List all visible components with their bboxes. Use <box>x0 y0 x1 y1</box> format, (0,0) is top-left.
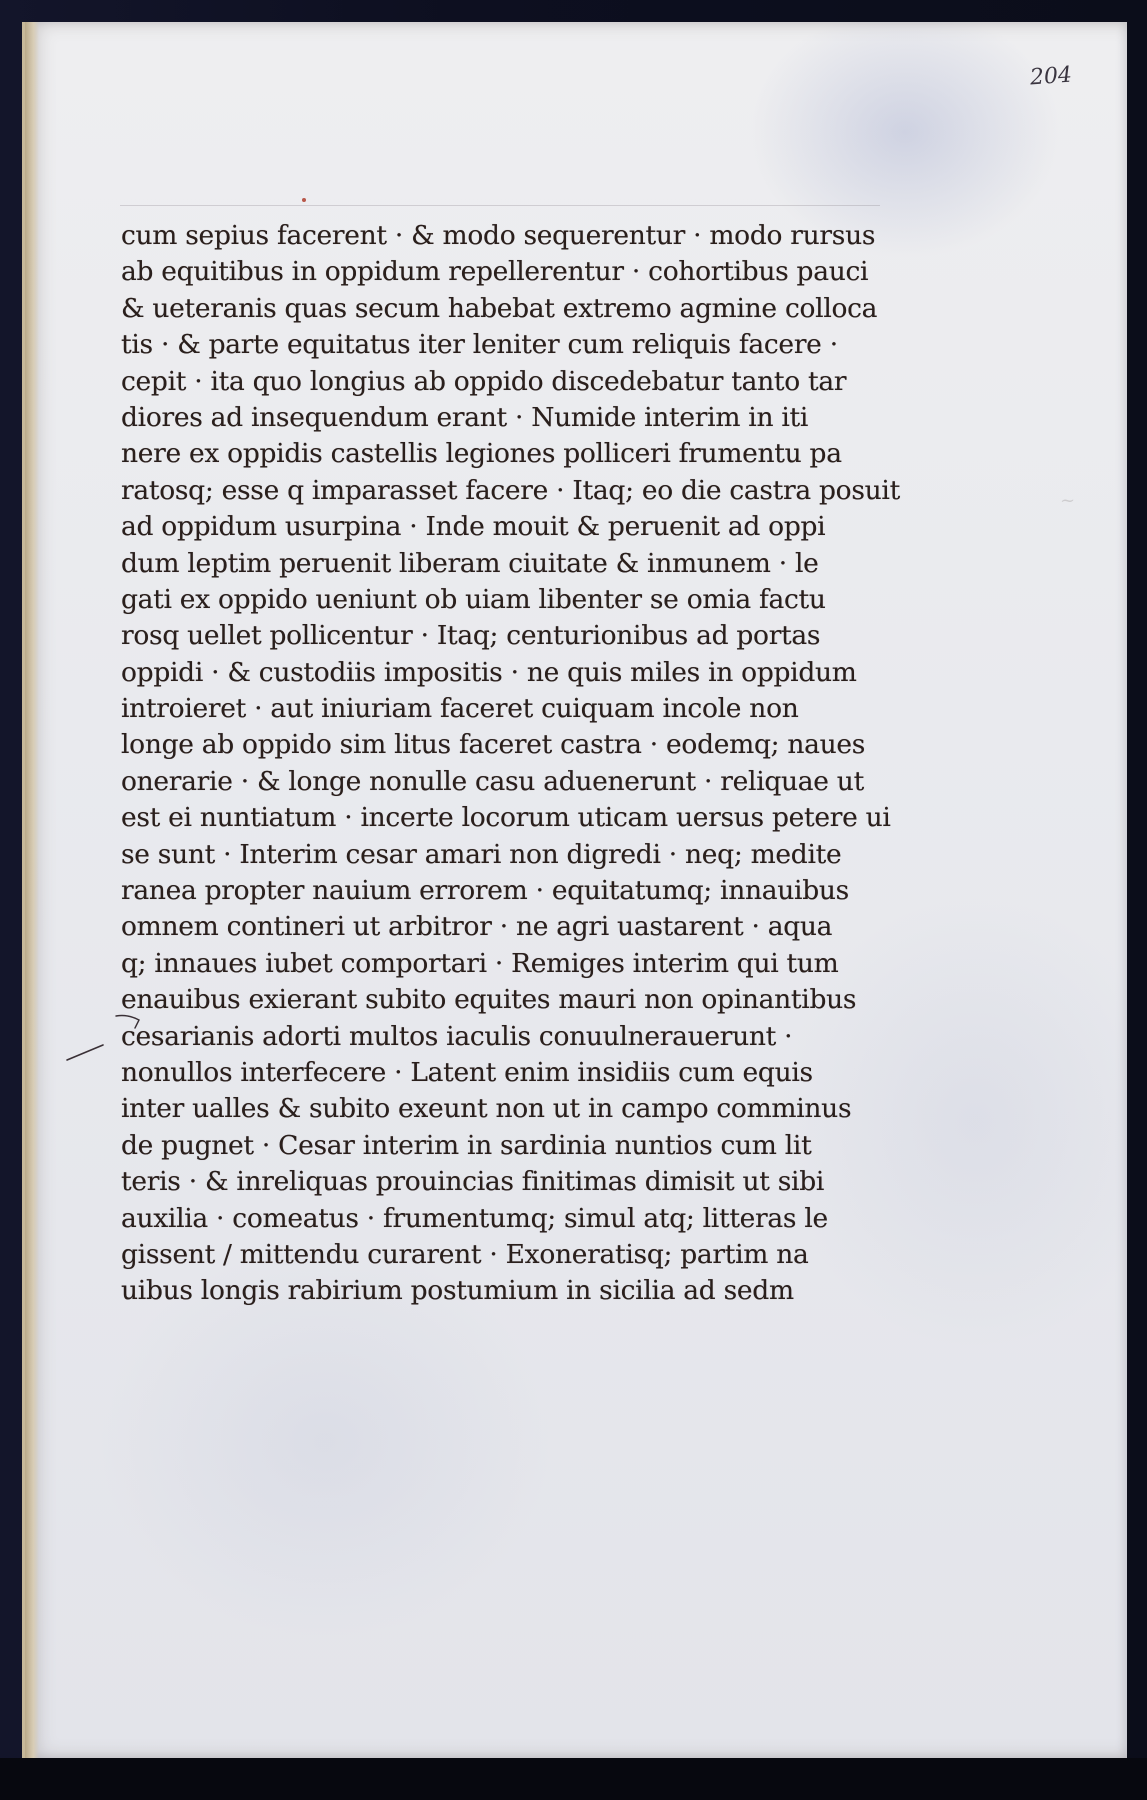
text-line-28: auxilia · comeatus · frumentumq; simul atq; litteras le <box>121 1202 828 1234</box>
text-line-22: enauibus exierant subito equites mauri non opinantibus <box>121 984 857 1016</box>
text-line-14: introieret · aut iniuriam faceret cuiquam incole non <box>121 693 799 725</box>
text-line-21: q; innaues iubet comportari · Remiges interim qui tum <box>121 947 839 979</box>
text-line-17: est ei nuntiatum · incerte locorum uticam uersus petere ui <box>121 802 891 834</box>
manuscript-page <box>22 22 1127 1758</box>
text-line-4: tis · & parte equitatus iter leniter cum reliquis facere · <box>121 329 838 361</box>
text-line-29: gissent / mittendu curarent · Exoneratisq; partim na <box>121 1238 809 1270</box>
text-line-5: cepit · ita quo longius ab oppido discedebatur tanto tar <box>121 365 847 397</box>
text-line-12: rosq uellet pollicentur · Itaq; centurionibus ad portas <box>121 620 821 652</box>
text-line-9: ad oppidum usurpina · Inde mouit & peruenit ad oppi <box>121 511 826 543</box>
text-line-10: dum leptim peruenit liberam ciuitate & inmunem · le <box>121 547 819 579</box>
text-line-26: de pugnet · Cesar interim in sardinia nuntios cum lit <box>121 1129 812 1161</box>
text-line-2: ab equitibus in oppidum repellerentur · cohortibus pauci <box>121 256 869 288</box>
text-line-13: oppidi · & custodiis impositis · ne quis miles in oppidum <box>121 656 857 688</box>
text-line-16: onerarie · & longe nonulle casu aduenerunt · reliquae ut <box>121 765 864 797</box>
text-line-8: ratosq; esse q imparasset facere · Itaq; eo die castra posuit <box>121 474 900 506</box>
text-line-1: cum sepius facerent · & modo sequerentur · modo rursus <box>121 220 876 251</box>
text-line-7: nere ex oppidis castellis legiones polliceri frumentu pa <box>121 438 842 470</box>
text-line-30: uibus longis rabirium postumium in sicilia ad sedm <box>121 1275 794 1307</box>
text-line-20: omnem contineri ut arbitror · ne agri uastarent · aqua <box>121 911 833 943</box>
text-line-15: longe ab oppido sim litus faceret castra · eodemq; naues <box>121 729 866 761</box>
text-line-27: teris · & inreliquas prouincias finitimas dimisit ut sibi <box>121 1166 825 1198</box>
text-line-23: cesarianis adorti multos iaculis conuulnerauerunt · <box>121 1020 793 1052</box>
bottom-dark-strip <box>0 1758 1147 1800</box>
rubric-dot <box>302 198 306 202</box>
show-through-ink: ~ <box>1060 490 1076 511</box>
text-line-19: ranea propter nauium errorem · equitatumq; innauibus <box>121 875 849 907</box>
text-line-24: nonullos interfecere · Latent enim insidiis cum equis <box>121 1056 813 1088</box>
margin-stroke-icon <box>63 1042 107 1062</box>
text-line-3: & ueteranis quas secum habebat extremo agmine colloca <box>121 292 878 324</box>
text-line-6: diores ad insequendum erant · Numide interim in iti <box>121 401 809 433</box>
ruling-line <box>120 205 880 206</box>
text-line-25: inter ualles & subito exeunt non ut in campo comminus <box>121 1093 852 1125</box>
page-gutter <box>25 22 39 1758</box>
folio-number: 204 <box>1029 62 1073 91</box>
text-line-11: gati ex oppido ueniunt ob uiam libenter se omia factu <box>121 583 826 615</box>
text-line-18: se sunt · Interim cesar amari non digredi · neq; medite <box>121 838 842 870</box>
main-text-column <box>121 218 900 1310</box>
